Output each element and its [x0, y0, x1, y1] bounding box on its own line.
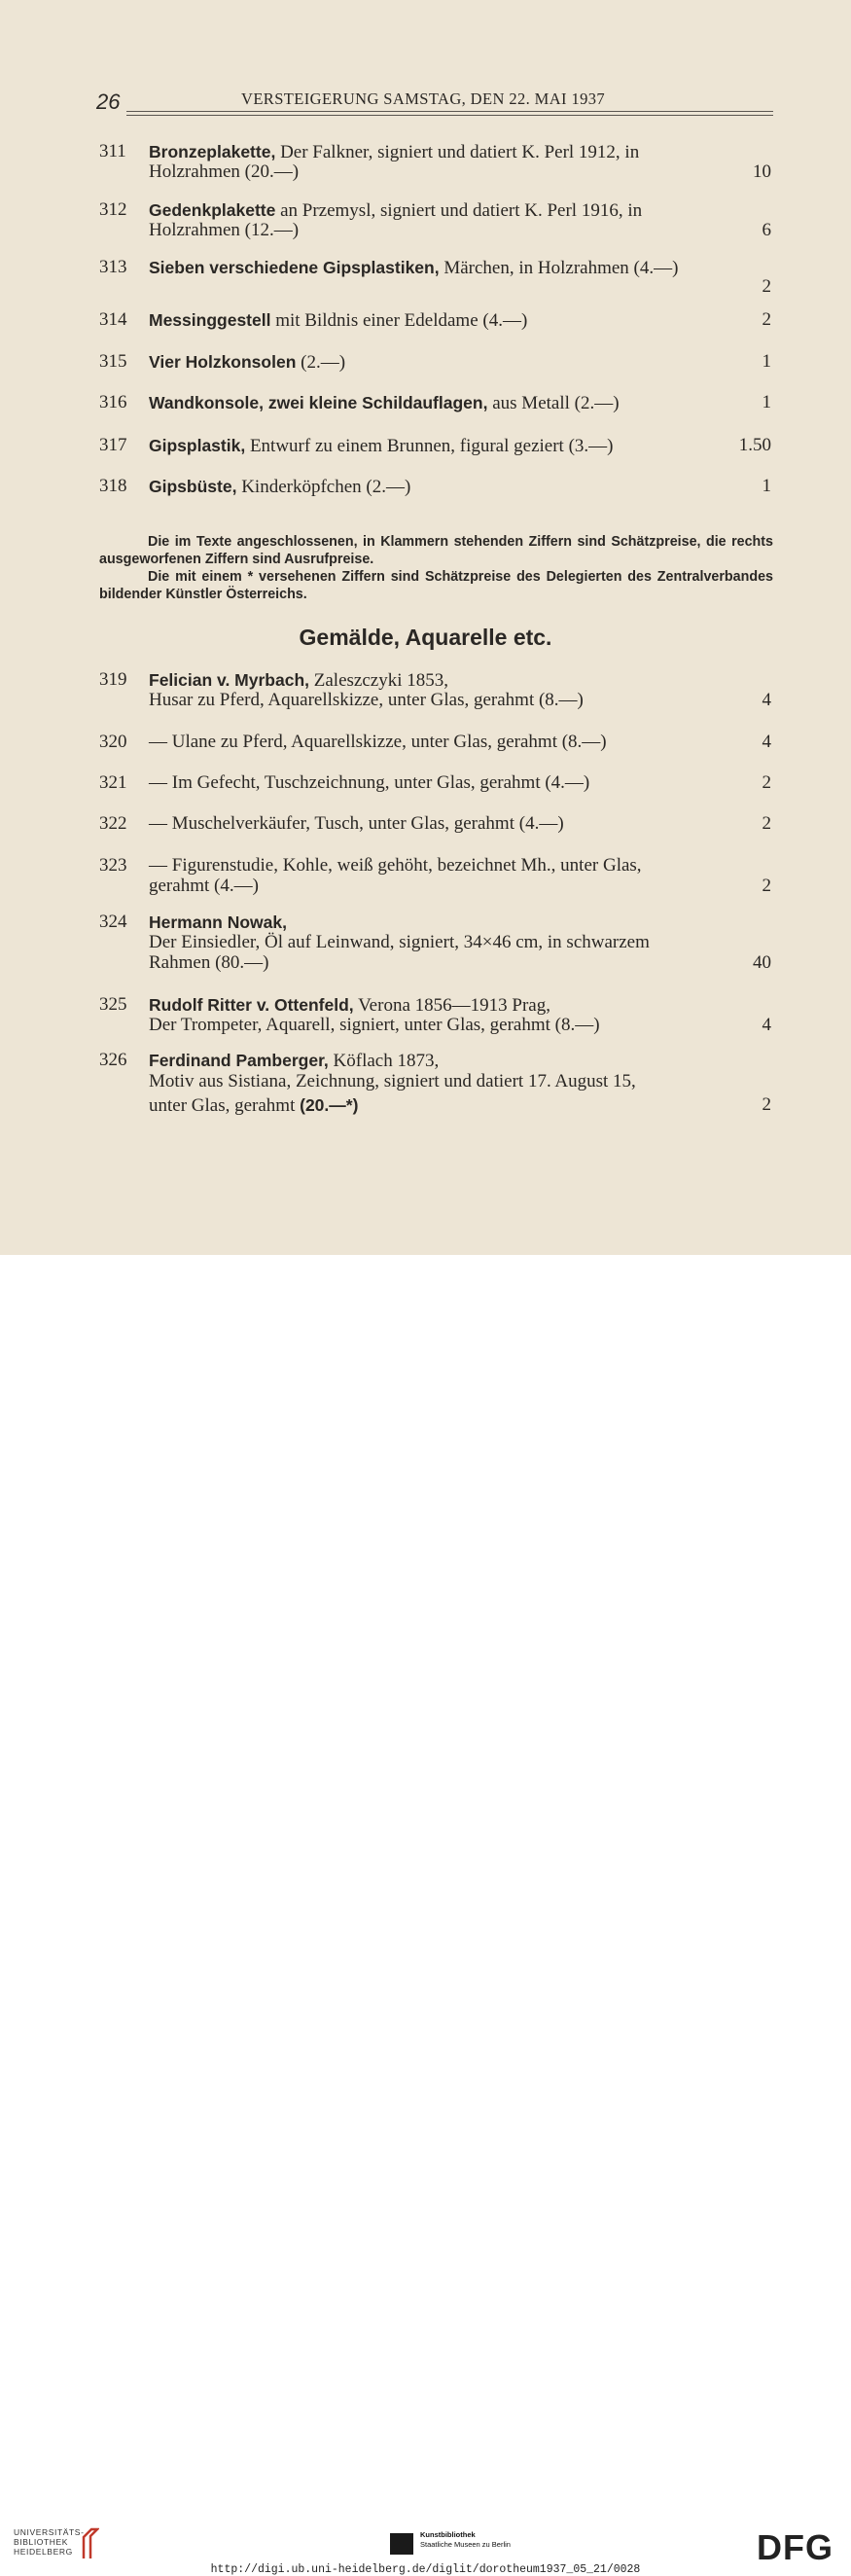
lot-number: 316: [99, 392, 127, 412]
lot-number: 311: [99, 141, 126, 161]
lot-price: 10: [753, 161, 771, 182]
lot-title: Gedenkplakette: [149, 200, 276, 220]
page-number: 26: [96, 89, 121, 114]
lot-description: Motiv aus Sistiana, Zeichnung, signiert und datiert 17. August 15,: [149, 1071, 636, 1091]
lot-number: 325: [99, 994, 127, 1015]
lot-description: — Figurenstudie, Kohle, weiß gehöht, bezeichnet Mh., unter Glas,: [149, 855, 642, 876]
artist-name: Ferdinand Pamberger,: [149, 1051, 329, 1070]
artist-dates: Zaleszczyki 1853,: [309, 670, 448, 691]
lot-number: 319: [99, 669, 127, 690]
lot-description-line3: [149, 1094, 358, 1117]
lot-price: 2: [762, 309, 771, 330]
lot-price: 6: [762, 220, 771, 240]
lot-price: 1: [762, 351, 771, 372]
lot-title: Gipsplastik,: [149, 436, 246, 455]
lot-number: 321: [99, 772, 127, 793]
permalink-url[interactable]: http://digi.ub.uni-heidelberg.de/diglit/dorotheum1937_05_21/0028: [210, 2563, 641, 2576]
lot-number: 312: [99, 199, 127, 220]
ub-heidelberg-label[interactable]: [14, 2527, 85, 2557]
lot-number: 313: [99, 257, 127, 277]
note-delegate-prices: Die mit einem * versehenen Ziffern sind Schätzpreise des Delegierten des Zentralverbandes bildender Künstler Österreichs.: [99, 569, 773, 602]
lot-description: an Przemysl, signiert und datiert K. Perl 1916, in: [275, 200, 643, 221]
lot-description: mit Bildnis einer Edeldame (4.—): [270, 310, 528, 331]
lot-title: Gipsbüste,: [149, 477, 237, 496]
lot-description-line2: Holzrahmen (12.—): [149, 220, 300, 240]
kunstbibliothek-logo-icon[interactable]: [390, 2533, 413, 2555]
lot-number: 317: [99, 435, 127, 455]
lot-entry: [149, 309, 527, 332]
header-rule: [126, 111, 773, 112]
kb-label-line1: Kunstbibliothek: [420, 2530, 476, 2539]
lot-price: 40: [753, 952, 771, 973]
artist-name: Felician v. Myrbach,: [149, 670, 310, 690]
lot-number: 326: [99, 1050, 127, 1070]
lot-description: — Muschelverkäufer, Tusch, unter Glas, gerahmt (4.—): [149, 813, 564, 834]
lot-title: Vier Holzkonsolen: [149, 352, 297, 372]
lot-description: Kinderköpfchen (2.—): [236, 477, 411, 497]
dfg-logo[interactable]: DFG: [757, 2527, 833, 2567]
lot-description: Märchen, in Holzrahmen (4.—): [439, 258, 679, 278]
lot-entry: [149, 912, 287, 934]
lot-description: Der Einsiedler, Öl auf Leinwand, signiert, 34×46 cm, in schwarzem: [149, 932, 650, 952]
lot-price: 4: [762, 690, 771, 710]
lot-title: Bronzeplakette,: [149, 142, 276, 161]
note-estimate-prices: Die im Texte angeschlossenen, in Klammern stehenden Ziffern sind Schätzpreise, die rechts ausgeworfenen Ziffern sind Ausrufpreise.: [99, 534, 773, 567]
lot-number: 318: [99, 476, 127, 496]
lot-description: — Im Gefecht, Tuschzeichnung, unter Glas, gerahmt (4.—): [149, 772, 590, 793]
lot-title: Messinggestell: [149, 310, 271, 330]
lot-entry: [149, 392, 620, 414]
artist-dates: Köflach 1873,: [328, 1051, 440, 1071]
lot-title: Sieben verschiedene Gipsplastiken,: [149, 258, 440, 277]
lot-number: 323: [99, 855, 127, 876]
header-rule-double: [126, 115, 773, 116]
lot-price: 4: [762, 1015, 771, 1035]
kunstbibliothek-label[interactable]: [420, 2530, 511, 2550]
lot-description-line2: gerahmt (4.—): [149, 876, 259, 896]
ub-label-line1: UNIVERSITÄTS-: [14, 2527, 85, 2537]
lot-description-line2: Holzrahmen (20.—): [149, 161, 300, 182]
lot-price: 2: [762, 772, 771, 793]
artist-name: Hermann Nowak,: [149, 912, 287, 932]
lot-price: 1: [762, 476, 771, 496]
kb-label-line2: Staatliche Museen zu Berlin: [420, 2540, 511, 2549]
lot-entry: [149, 476, 410, 498]
lot-entry: [149, 351, 345, 374]
lot-price: 2: [762, 276, 771, 297]
lot-number: 314: [99, 309, 127, 330]
lot-description: aus Metall (2.—): [487, 393, 620, 413]
ub-label-line2: BIBLIOTHEK: [14, 2537, 69, 2547]
running-title: VERSTEIGERUNG SAMSTAG, DEN 22. MAI 1937: [241, 89, 606, 108]
lot-price: 1.50: [738, 435, 771, 455]
lot-description: Entwurf zu einem Brunnen, figural geziert (3.—): [245, 436, 614, 456]
lot-entry: [149, 199, 642, 222]
lot-title: Wandkonsole, zwei kleine Schildauflagen,: [149, 393, 488, 412]
lot-price: 1: [762, 392, 771, 412]
artist-name: Rudolf Ritter v. Ottenfeld,: [149, 995, 354, 1015]
lot-entry: [149, 257, 678, 279]
lot-description: (2.—): [296, 352, 346, 373]
lot-description: Der Falkner, signiert und datiert K. Perl 1912, in: [275, 142, 640, 162]
lot-price: 2: [762, 876, 771, 896]
artist-dates: Verona 1856—1913 Prag,: [353, 995, 550, 1016]
lot-entry: [149, 435, 614, 457]
lot-number: 322: [99, 813, 127, 834]
ub-label-line3: HEIDELBERG: [14, 2547, 73, 2557]
ub-heidelberg-logo-icon[interactable]: [82, 2527, 99, 2560]
delegate-estimate: (20.—*): [300, 1095, 359, 1115]
lot-entry: [149, 669, 448, 692]
lot-entry: [149, 141, 774, 163]
lot-entry: [149, 1050, 439, 1072]
lot-price: 2: [762, 813, 771, 834]
lot-price: 2: [762, 1094, 771, 1115]
lot-description: Husar zu Pferd, Aquarellskizze, unter Glas, gerahmt (8.—): [149, 690, 584, 710]
lot-price: 4: [762, 732, 771, 752]
lot-number: 324: [99, 912, 127, 932]
scanned-page: [0, 0, 851, 1255]
lot-number: 315: [99, 351, 127, 372]
lot-description: — Ulane zu Pferd, Aquarellskizze, unter Glas, gerahmt (8.—): [149, 732, 607, 752]
section-heading: Gemälde, Aquarelle etc.: [299, 625, 552, 650]
lot-entry: [149, 994, 550, 1017]
lot-description-text: unter Glas, gerahmt: [149, 1095, 301, 1116]
lot-description-line3: Rahmen (80.—): [149, 952, 269, 973]
lot-description: Der Trompeter, Aquarell, signiert, unter Glas, gerahmt (8.—): [149, 1015, 600, 1035]
viewer-footer: [0, 1255, 851, 2576]
lot-number: 320: [99, 732, 127, 752]
